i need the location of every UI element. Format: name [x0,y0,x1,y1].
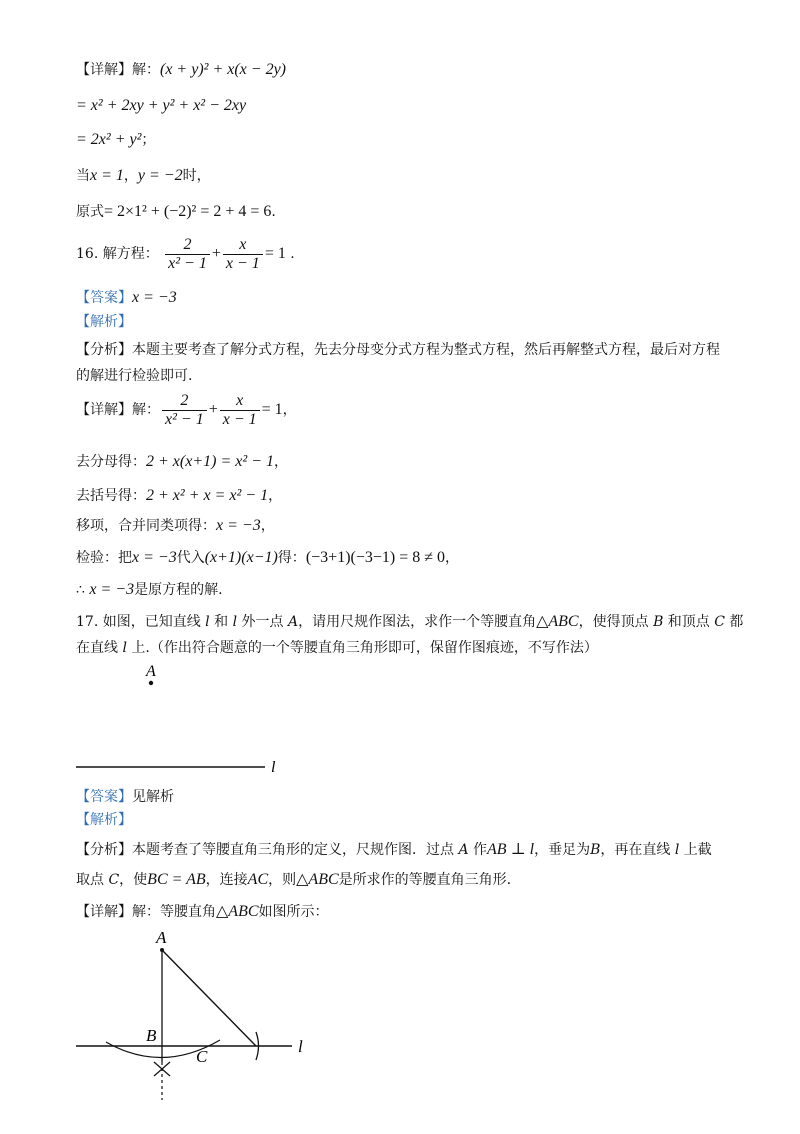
perp-expr: AB ⊥ l [487,841,535,858]
p15-step2-end: ； [141,132,156,148]
p16-analysis-l1: 【分析】本题主要考查了解分式方程，先去分母变分式方程为整式方程，然后再解整式方程，最后对方程 [76,342,720,358]
frac2-den: x − 1 [222,410,257,428]
step-end: ， [260,518,275,534]
question-number: 16. 解方程： [76,246,159,262]
text: ，使得顶点 [578,614,654,630]
text: ，使 [119,872,148,888]
y-value: y = −2 [137,167,183,184]
text: 如图所示： [258,904,329,920]
text: 在直线 [76,640,123,656]
text: 上截 [679,842,712,858]
text: 和 [209,614,233,630]
frac2-den: x − 1 [225,254,260,272]
line-l: l [232,614,238,630]
orig-pre: 原式 [76,204,104,220]
text: 外一点 [237,614,288,630]
conclusion-text: 是原方程的解. [134,582,223,598]
when-pre: 当 [76,168,90,184]
fig-label-A: A [146,663,156,680]
rhs: = 1 [261,401,283,418]
detail-end: ， [282,402,297,418]
fig2-label-l: l [298,1037,303,1056]
frac1-num: 2 [162,392,207,411]
point-A: A [287,614,299,630]
step-label: 去分母得： [76,454,146,470]
answer-label: 【答案】 [76,290,132,306]
frac2-num: x [223,236,263,255]
text: 都 [724,614,744,630]
answer-value: 见解析 [132,789,174,805]
point-B: B [590,842,601,858]
text: ，连接 [205,872,248,888]
text: 是所求作的等腰直角三角形. [338,872,512,888]
text: 17. 如图，已知直线 [76,614,206,630]
segment-AC: AC [247,871,269,888]
fig2-label-A: A [156,928,167,947]
triangle-symbol: △ABC [536,613,579,630]
p16-analysis-l2: 的解进行检验即可. [76,368,193,384]
when-post: 时， [182,168,211,184]
frac1-den: x² − 1 [168,254,207,272]
step-label: 移项，合并同类项得： [76,518,216,534]
point-A: A [458,842,469,858]
answer-label: 【答案】 [76,789,132,805]
p17-detail-line [76,902,329,922]
text: ，垂足为 [534,842,591,858]
p17-analysis-label: 【解析】 [76,812,132,828]
step-expr: 2 + x(x+1) = x² − 1 [146,453,274,470]
end: . [290,246,295,262]
frac1-den: x² − 1 [165,410,204,428]
eq-expr: BC = AB [147,871,206,888]
text: 【详解】解：等腰直角 [76,904,216,920]
p17-answer-line [76,787,174,807]
orig-end: . [271,204,276,220]
check-expr: (x+1)(x−1) [204,549,278,566]
p15-step1: = x² + 2xy + y² + x² − 2xy [76,97,247,114]
line-l: l [122,640,127,656]
point-B: B [653,614,664,630]
plus: + [208,401,218,418]
point-C: C [108,872,120,888]
step-expr: 2 + x² + x = x² − 1 [146,487,269,504]
fig2-label-B: B [146,1026,157,1045]
triangle-symbol: △ABC [216,903,259,920]
step-end: ， [273,454,288,470]
check-value: (−3+1)(−3−1) = 8 ≠ 0 [305,549,446,566]
text: 取点 [76,872,109,888]
text: ，则 [268,872,297,888]
p17-analysis-l1 [76,840,712,860]
fig-label-l: l [271,759,276,776]
text: 和顶点 [663,614,715,630]
text: 【分析】本题考查了等腰直角三角形的定义，尺规作图．过点 [76,842,459,858]
text: 作 [468,842,488,858]
detail-label: 【详解】解： [76,402,160,418]
point-A-dot [149,681,153,685]
text: ，再在直线 [600,842,675,858]
check-x: x = −3 [132,549,177,566]
check-end: ， [445,550,460,566]
check-into: 代入 [176,550,205,566]
text: ，请用尺规作图法，求作一个等腰直角 [298,614,537,630]
fig2-label-C: C [196,1047,208,1066]
check-get: 得： [277,550,306,566]
line-l: l [205,614,210,630]
orig-expr: = 2×1² + (−2)² = 2 + 4 = 6 [104,203,272,220]
text: 上.（作出符合题意的一个等腰直角三角形即可，保留作图痕迹，不写作法） [126,640,598,656]
frac1-num: 2 [165,236,210,255]
p17-analysis-l2 [76,870,511,890]
point-C: C [714,614,725,630]
frac2-num: x [220,392,260,411]
p15-step2: = 2x² + y² [76,131,142,148]
step-end: ， [268,488,283,504]
step-expr: x = −3 [216,517,261,534]
therefore-symbol: ∴ [76,582,85,598]
triangle-symbol: △ABC [296,871,339,888]
answer-value: x = −3 [132,289,177,306]
p16-analysis-label: 【解析】 [76,314,132,330]
rhs: = 1 [264,245,286,262]
check-label: 检验：把 [76,550,132,566]
comma: ， [123,168,138,184]
conclusion-x: x = −3 [89,581,135,598]
step-label: 去括号得： [76,488,146,504]
line-l: l [674,842,680,858]
x-value: x = 1 [90,167,124,184]
expression: (x + y)² + x(x − 2y) [160,61,287,78]
plus: + [211,245,221,262]
detail-label: 【详解】解： [76,62,160,78]
